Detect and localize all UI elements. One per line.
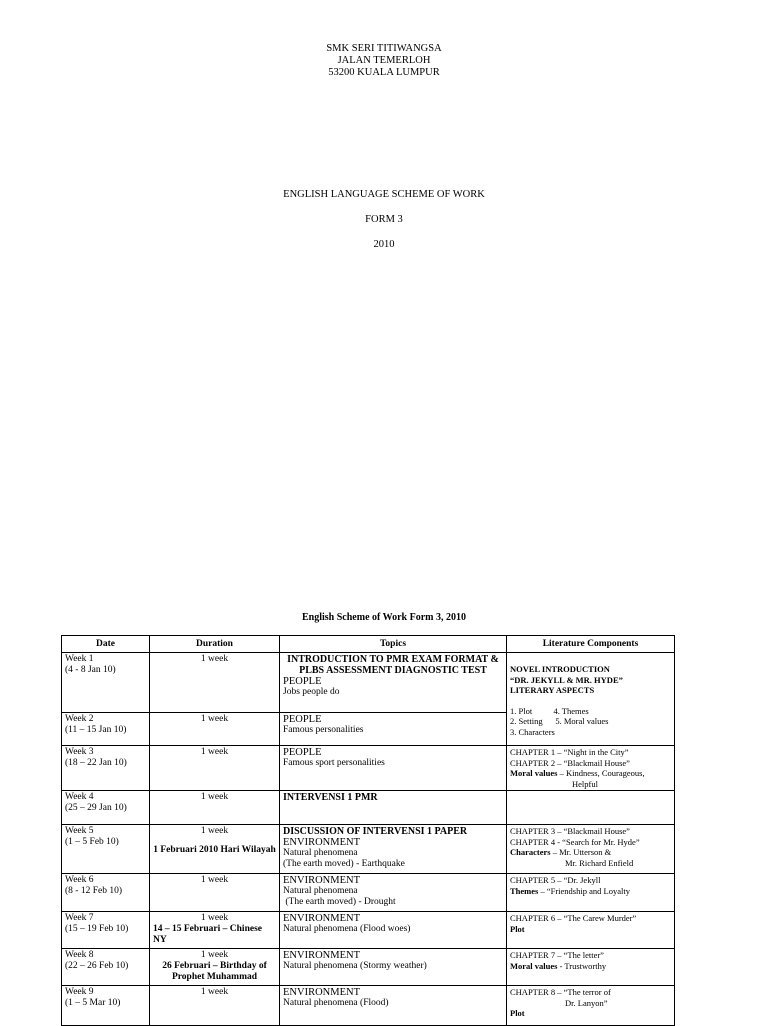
header-literature: Literature Components xyxy=(507,636,675,653)
duration-cell: 1 week xyxy=(150,986,280,1026)
literature-cell xyxy=(507,746,675,791)
topic-text: Jobs people do xyxy=(283,687,340,697)
table-row xyxy=(62,746,675,791)
lit-line: CHAPTER 8 – “The terror of xyxy=(510,987,611,997)
duration-cell: 1 week xyxy=(150,874,280,912)
week-dates: (15 – 19 Feb 10) xyxy=(65,924,129,934)
school-address xyxy=(0,43,768,79)
document-title-block xyxy=(0,189,768,264)
date-cell xyxy=(62,713,150,746)
duration-cell: 1 week xyxy=(150,746,280,791)
scheme-of-work-table xyxy=(61,635,675,1026)
topic-heading: INTRODUCTION TO PMR EXAM FORMAT & PLBS ASSESSMENT DIAGNOSTIC TEST xyxy=(287,654,499,676)
duration-cell xyxy=(150,949,280,986)
lit-line xyxy=(510,768,671,779)
header-date: Date xyxy=(62,636,150,653)
topic-cell xyxy=(280,746,507,791)
topic-theme: ENVIRONMENT xyxy=(283,987,360,998)
lit-line: CHAPTER 4 - “Search for Mr. Hyde” xyxy=(510,836,640,847)
table-row xyxy=(62,653,675,713)
week-dates: (22 – 26 Feb 10) xyxy=(65,961,129,971)
lit-aspect: 3. Characters xyxy=(510,726,555,737)
topic-text: Famous personalities xyxy=(283,725,364,735)
holiday-note: 14 – 15 Februari – Chinese NY xyxy=(153,924,262,945)
topic-theme: ENVIRONMENT xyxy=(283,913,360,924)
literature-cell xyxy=(507,874,675,912)
document-title: ENGLISH LANGUAGE SCHEME OF WORK xyxy=(283,189,485,200)
table-title: English Scheme of Work Form 3, 2010 xyxy=(302,612,466,623)
table-row xyxy=(62,874,675,912)
lit-label: Characters xyxy=(510,847,551,857)
week-dates: (11 – 15 Jan 10) xyxy=(65,725,127,735)
lit-line: CHAPTER 7 – “The letter” xyxy=(510,950,604,960)
table-row xyxy=(62,791,675,825)
school-city: 53200 KUALA LUMPUR xyxy=(328,67,440,78)
topic-cell xyxy=(280,949,507,986)
week-dates: (4 - 8 Jan 10) xyxy=(65,665,116,675)
week-dates: (8 - 12 Feb 10) xyxy=(65,886,122,896)
date-cell xyxy=(62,912,150,949)
week-label: Week 9 xyxy=(65,987,94,997)
lit-line: Helpful xyxy=(572,778,598,789)
table-row xyxy=(62,986,675,1026)
literature-cell xyxy=(507,653,675,746)
lit-line: Dr. Lanyon” xyxy=(565,997,608,1008)
lit-line xyxy=(510,961,671,972)
topic-theme: ENVIRONMENT xyxy=(283,950,360,961)
duration-value: 1 week xyxy=(200,913,229,923)
lit-line: LITERARY ASPECTS xyxy=(510,685,595,695)
lit-line xyxy=(510,847,671,858)
week-label: Week 8 xyxy=(65,950,94,960)
lit-line: CHAPTER 1 – “Night in the City” xyxy=(510,747,629,757)
date-cell xyxy=(62,986,150,1026)
lit-aspect: 1. Plot 4. Themes xyxy=(510,705,589,716)
week-label: Week 7 xyxy=(65,913,94,923)
topic-cell xyxy=(280,825,507,874)
lit-line: CHAPTER 3 – “Blackmail House” xyxy=(510,826,630,836)
date-cell xyxy=(62,874,150,912)
lit-label: Plot xyxy=(510,1008,525,1018)
lit-label: Moral values xyxy=(510,960,558,971)
topic-heading: DISCUSSION OF INTERVENSI 1 PAPER xyxy=(283,826,468,837)
table-row xyxy=(62,825,675,874)
week-dates: (18 – 22 Jan 10) xyxy=(65,758,127,768)
literature-cell xyxy=(507,825,675,874)
literature-cell xyxy=(507,791,675,825)
lit-label: Themes xyxy=(510,885,539,896)
week-label: Week 2 xyxy=(65,714,94,724)
school-street: JALAN TEMERLOH xyxy=(337,55,431,66)
week-label: Week 1 xyxy=(65,654,94,664)
topic-text: (The earth moved) - Earthquake xyxy=(283,859,405,869)
lit-line: CHAPTER 6 – “The Carew Murder” xyxy=(510,913,637,923)
document-year: 2010 xyxy=(373,239,395,250)
literature-cell xyxy=(507,986,675,1026)
literature-cell xyxy=(507,912,675,949)
date-cell xyxy=(62,825,150,874)
lit-value: – “Friendship and Loyalty xyxy=(538,885,630,896)
topic-text: Famous sport personalities xyxy=(283,758,385,768)
topic-text: Natural phenomena (Flood) xyxy=(283,998,389,1008)
topic-text: (The earth moved) - Drought xyxy=(283,897,396,907)
topic-cell xyxy=(280,713,507,746)
date-cell xyxy=(62,653,150,713)
topic-text: Natural phenomena xyxy=(283,848,358,858)
duration-cell: 1 week xyxy=(150,791,280,825)
literature-cell xyxy=(507,949,675,986)
school-name: SMK SERI TITIWANGSA xyxy=(326,43,442,54)
week-label: Week 3 xyxy=(65,747,94,757)
header-duration: Duration xyxy=(150,636,280,653)
header-topics: Topics xyxy=(280,636,507,653)
topic-text: Natural phenomena (Flood woes) xyxy=(283,924,411,934)
lit-value: – Mr. Utterson & xyxy=(550,847,612,857)
week-dates: (25 – 29 Jan 10) xyxy=(65,803,127,813)
topic-cell xyxy=(280,653,507,713)
date-cell xyxy=(62,791,150,825)
lit-aspect: 2. Setting 5. Moral values xyxy=(510,716,609,726)
duration-value: 1 week xyxy=(200,826,229,836)
topic-heading: INTERVENSI 1 PMR xyxy=(283,792,378,803)
holiday-note: 1 Februari 2010 Hari Wilayah xyxy=(153,845,276,855)
lit-label: Moral values xyxy=(510,768,558,778)
lit-line: CHAPTER 5 – “Dr. Jekyll xyxy=(510,875,601,885)
week-label: Week 5 xyxy=(65,826,94,836)
topic-theme: ENVIRONMENT xyxy=(283,875,360,886)
duration-cell xyxy=(150,825,280,874)
topic-text: Natural phenomena (Stormy weather) xyxy=(283,961,427,971)
topic-theme: PEOPLE xyxy=(283,747,322,758)
lit-line: Mr. Richard Enfield xyxy=(565,857,634,868)
lit-label: Plot xyxy=(510,923,525,934)
holiday-note: 26 Februari – Birthday of Prophet Muhammad xyxy=(162,961,267,982)
topic-cell xyxy=(280,986,507,1026)
lit-line: NOVEL INTRODUCTION xyxy=(510,664,610,674)
topic-theme: PEOPLE xyxy=(283,676,322,687)
lit-value: – Kindness, Courageous, xyxy=(557,768,645,778)
topic-cell xyxy=(280,874,507,912)
date-cell xyxy=(62,746,150,791)
duration-value: 1 week xyxy=(200,950,229,960)
topic-theme: PEOPLE xyxy=(283,714,322,725)
document-form: FORM 3 xyxy=(365,214,403,225)
topic-theme: ENVIRONMENT xyxy=(283,837,360,848)
lit-line: “DR. JEKYLL & MR. HYDE” xyxy=(510,674,623,685)
lit-value: - Trustworthy xyxy=(557,960,607,971)
lit-line: CHAPTER 2 – “Blackmail House” xyxy=(510,757,630,768)
table-header-row xyxy=(62,636,675,653)
week-dates: (1 – 5 Feb 10) xyxy=(65,837,119,847)
week-dates: (1 – 5 Mar 10) xyxy=(65,998,121,1008)
duration-cell: 1 week xyxy=(150,653,280,713)
week-label: Week 4 xyxy=(65,792,94,802)
date-cell xyxy=(62,949,150,986)
week-label: Week 6 xyxy=(65,875,94,885)
topic-cell xyxy=(280,912,507,949)
duration-cell: 1 week xyxy=(150,713,280,746)
lit-line xyxy=(510,886,671,897)
topic-cell xyxy=(280,791,507,825)
table-row xyxy=(62,949,675,986)
duration-cell xyxy=(150,912,280,949)
table-row xyxy=(62,912,675,949)
topic-text: Natural phenomena xyxy=(283,886,358,896)
